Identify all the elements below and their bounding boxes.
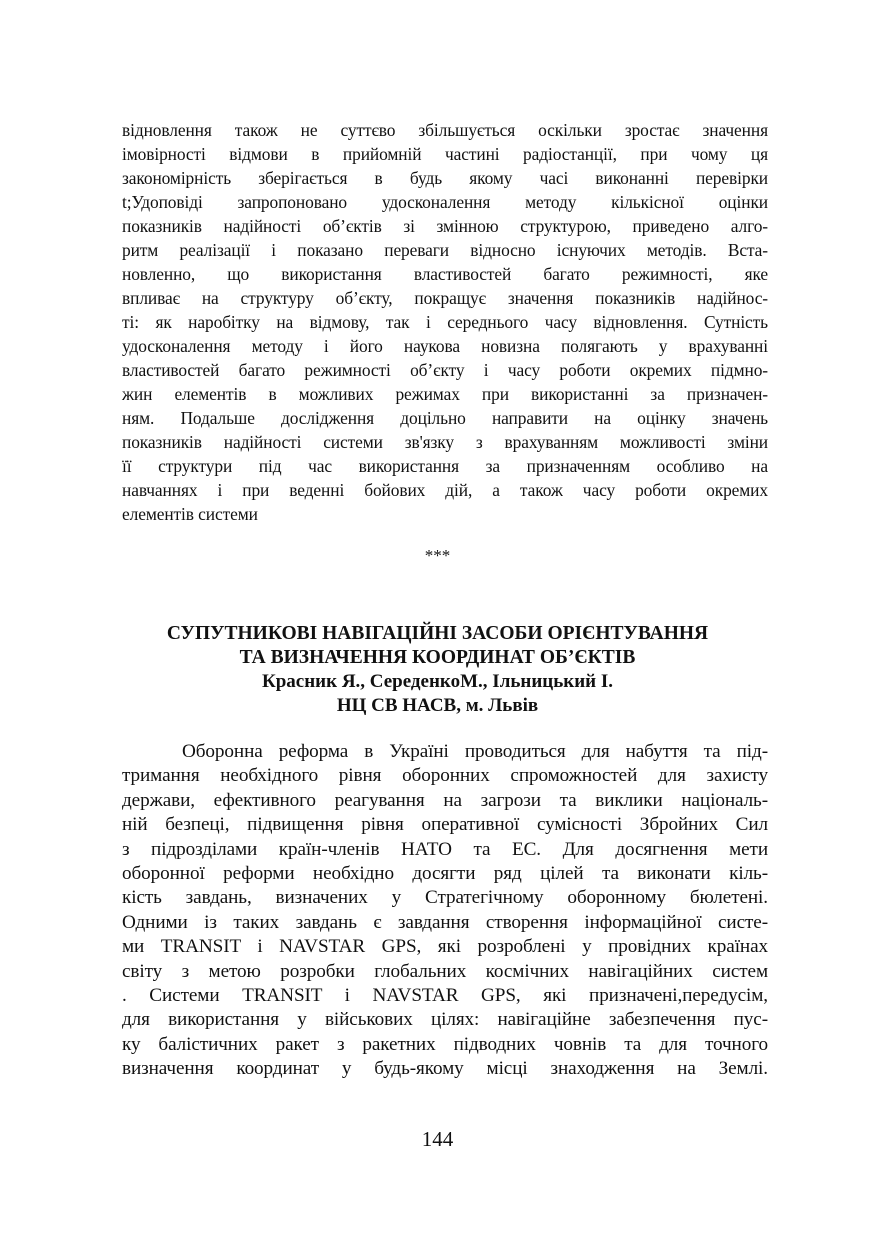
paragraph-intro <box>122 740 768 1082</box>
text-line: ням. Подальше дослідження доцільно направити на оцінку значень <box>122 408 768 428</box>
text-line: показників надійності об’єктів зі змінною структурою, приведено алго- <box>122 216 768 236</box>
text-line: показників надійності системи зв'язку з врахуванням можливості зміни <box>122 432 768 452</box>
text-line: Одними із таких завдань є завдання створення інформаційної систе- <box>122 911 768 933</box>
text-line: t;Удоповіді запропоновано удосконалення методу кількісної оцінки <box>122 192 768 212</box>
paragraph-conclusion <box>122 118 768 526</box>
text-line: Оборонна реформа в Україні проводиться для набуття та під- <box>182 741 768 762</box>
text-line: оборонної реформи необхідно досягти ряд цілей та виконати кіль- <box>122 863 768 885</box>
text-line: ній безпеці, підвищення рівня оперативної сумісності Збройних Сил <box>122 814 768 836</box>
text-line: елементів системи <box>122 504 258 524</box>
text-line: ми TRANSIT і NAVSTAR GPS, які розроблені у провідних країнах <box>122 936 768 958</box>
section-separator: *** <box>424 546 451 565</box>
text-line: впливає на структуру об’єкту, покращує значення показників надійнос- <box>122 288 768 308</box>
text-line: імовірності відмови в прийомній частині радіостанції, при чому ця <box>122 144 768 164</box>
text-line: тримання необхідного рівня оборонних спроможностей для захисту <box>122 765 768 787</box>
article-affiliation: НЦ СВ НАСВ, м. Львів <box>336 695 539 716</box>
text-line: . Системи TRANSIT і NAVSTAR GPS, які призначені,передусім, <box>122 985 768 1007</box>
text-line: відновлення також не суттєво збільшується оскільки зростає значення <box>122 120 768 140</box>
text-line: закономірність зберігається в будь якому часі виконанні перевірки <box>122 168 768 188</box>
text-line: жин елементів в можливих режимах при використанні за призначен- <box>122 384 768 404</box>
text-line: ку балістичних ракет з ракетних підводних човнів та для точного <box>122 1033 768 1055</box>
text-line: світу з метою розробки глобальних космічних навігаційних систем <box>122 960 768 982</box>
text-line: її структури під час використання за призначенням особливо на <box>122 456 768 476</box>
text-line: удосконалення методу і його наукова новизна полягають у врахуванні <box>122 336 768 356</box>
text-line: властивостей багато режимності об’єкту і часу роботи окремих підмно- <box>122 360 768 380</box>
article-title-line-1: СУПУТНИКОВІ НАВІГАЦІЙНІ ЗАСОБИ ОРІЄНТУВАННЯ <box>166 623 709 644</box>
text-line: визначення координат у будь-якому місці знаходження на Землі. <box>122 1058 768 1080</box>
text-line: кість завдань, визначених у Стратегічному оборонному бюлетені. <box>122 887 768 909</box>
page-number: 144 <box>421 1127 454 1151</box>
text-line: навчаннях і при веденні бойових дій, а також часу роботи окремих <box>122 480 768 500</box>
text-line: держави, ефективного реагування на загрози та виклики національ- <box>122 789 768 811</box>
text-line: для використання у військових цілях: навігаційне забезпечення пус- <box>122 1009 768 1031</box>
article-title-line-2: ТА ВИЗНАЧЕННЯ КООРДИНАТ ОБ’ЄКТІВ <box>239 647 636 668</box>
text-line: ритм реалізації і показано переваги відносно існуючих методів. Вста- <box>122 240 768 260</box>
article-heading <box>0 622 875 718</box>
text-line: новленно, що використання властивостей багато режимності, яке <box>122 264 768 284</box>
text-line: ті: як наробітку на відмову, так і середнього часу відновлення. Сутність <box>122 312 768 332</box>
article-authors: Красник Я., СереденкоМ., Ільницький І. <box>261 671 614 692</box>
text-line: з підрозділами країн-членів НАТО та ЕС. Для досягнення мети <box>122 838 768 860</box>
